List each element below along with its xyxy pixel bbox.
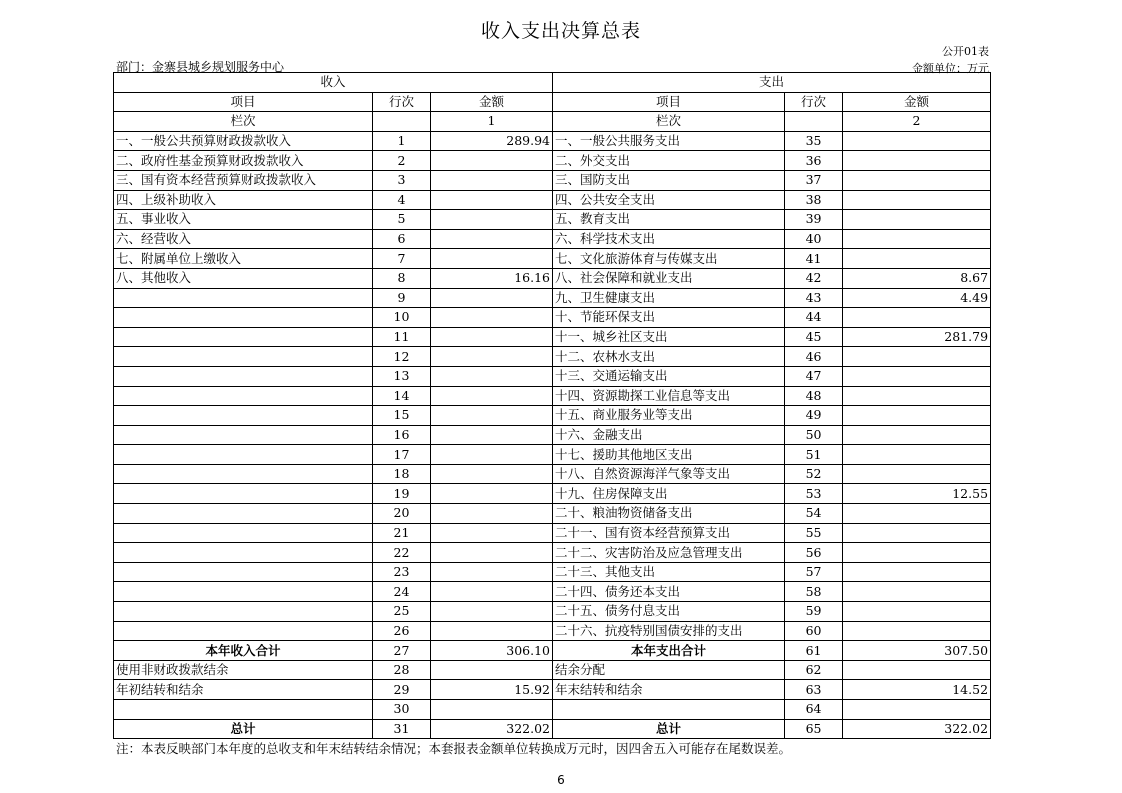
income-item-cell <box>114 582 373 602</box>
expense-line-cell: 61 <box>785 641 843 661</box>
expense-item-cell: 六、科学技术支出 <box>553 229 785 249</box>
total-row <box>114 719 991 739</box>
table-row <box>114 425 991 445</box>
expense-item-cell: 四、公共安全支出 <box>553 190 785 210</box>
expense-item-cell: 总计 <box>553 719 785 739</box>
table-row <box>114 504 991 524</box>
expense-line-cell: 45 <box>785 327 843 347</box>
income-line-cell: 12 <box>373 347 431 367</box>
income-item-cell: 四、上级补助收入 <box>114 190 373 210</box>
expense-line-cell: 46 <box>785 347 843 367</box>
table-row <box>114 288 991 308</box>
income-item-cell <box>114 621 373 641</box>
income-amount-cell <box>431 170 553 190</box>
income-line-cell: 26 <box>373 621 431 641</box>
income-line-cell: 2 <box>373 151 431 171</box>
expense-item-cell: 十八、自然资源海洋气象等支出 <box>553 464 785 484</box>
expense-amount-cell: 307.50 <box>843 641 991 661</box>
income-item-cell: 本年收入合计 <box>114 641 373 661</box>
income-line-cell: 17 <box>373 445 431 465</box>
income-line-header: 行次 <box>373 92 431 112</box>
expense-line-cell: 40 <box>785 229 843 249</box>
income-amount-cell <box>431 523 553 543</box>
income-line-cell: 28 <box>373 660 431 680</box>
expense-item-cell: 十七、援助其他地区支出 <box>553 445 785 465</box>
expense-line-cell: 41 <box>785 249 843 269</box>
income-amount-header: 金额 <box>431 92 553 112</box>
expense-line-cell: 47 <box>785 366 843 386</box>
income-amount-cell <box>431 484 553 504</box>
expense-amount-cell <box>843 406 991 426</box>
expense-amount-cell: 12.55 <box>843 484 991 504</box>
empty-cell <box>373 112 431 132</box>
income-column-number: 1 <box>431 112 553 132</box>
expense-line-cell: 57 <box>785 562 843 582</box>
income-item-cell <box>114 366 373 386</box>
table-row <box>114 347 991 367</box>
expense-line-cell: 43 <box>785 288 843 308</box>
income-amount-cell <box>431 210 553 230</box>
expense-item-cell: 十、节能环保支出 <box>553 308 785 328</box>
income-amount-cell <box>431 621 553 641</box>
table-row <box>114 151 991 171</box>
income-item-cell: 一、一般公共预算财政拨款收入 <box>114 131 373 151</box>
expense-line-cell: 49 <box>785 406 843 426</box>
expense-item-cell: 十五、商业服务业等支出 <box>553 406 785 426</box>
income-item-cell <box>114 308 373 328</box>
income-item-cell <box>114 464 373 484</box>
income-line-cell: 31 <box>373 719 431 739</box>
expense-amount-cell <box>843 151 991 171</box>
income-line-cell: 29 <box>373 680 431 700</box>
income-item-cell: 年初结转和结余 <box>114 680 373 700</box>
income-line-cell: 19 <box>373 484 431 504</box>
section-header-row <box>114 73 991 93</box>
table-row <box>114 660 991 680</box>
expense-item-cell: 本年支出合计 <box>553 641 785 661</box>
income-amount-cell: 306.10 <box>431 641 553 661</box>
expense-line-cell: 54 <box>785 504 843 524</box>
table-row <box>114 680 991 700</box>
income-line-cell: 7 <box>373 249 431 269</box>
footnote: 注：本表反映部门本年度的总收支和年末结转结余情况；本套报表金额单位转换成万元时，因四舍五入可能存在尾数误差。 <box>116 741 792 756</box>
expense-amount-cell: 14.52 <box>843 680 991 700</box>
expense-column-label: 栏次 <box>553 112 785 132</box>
expense-amount-cell <box>843 210 991 230</box>
income-line-cell: 6 <box>373 229 431 249</box>
income-line-cell: 15 <box>373 406 431 426</box>
expense-line-cell: 37 <box>785 170 843 190</box>
table-row <box>114 190 991 210</box>
income-item-cell <box>114 445 373 465</box>
expense-amount-cell <box>843 131 991 151</box>
income-line-cell: 30 <box>373 700 431 720</box>
table-row <box>114 700 991 720</box>
expense-amount-cell <box>843 229 991 249</box>
expense-item-header: 项目 <box>553 92 785 112</box>
income-amount-cell <box>431 660 553 680</box>
income-amount-cell <box>431 347 553 367</box>
expense-item-cell: 二十四、债务还本支出 <box>553 582 785 602</box>
expense-item-cell: 八、社会保障和就业支出 <box>553 268 785 288</box>
table-row <box>114 249 991 269</box>
income-item-cell: 使用非财政拨款结余 <box>114 660 373 680</box>
expense-item-cell: 二十五、债务付息支出 <box>553 602 785 622</box>
expense-line-cell: 65 <box>785 719 843 739</box>
table-row <box>114 406 991 426</box>
expense-amount-cell: 322.02 <box>843 719 991 739</box>
income-line-cell: 20 <box>373 504 431 524</box>
expense-line-cell: 48 <box>785 386 843 406</box>
income-line-cell: 24 <box>373 582 431 602</box>
income-item-cell <box>114 543 373 563</box>
table-row <box>114 327 991 347</box>
income-line-cell: 18 <box>373 464 431 484</box>
income-item-cell: 七、附属单位上缴收入 <box>114 249 373 269</box>
table-row <box>114 543 991 563</box>
expense-item-cell: 十一、城乡社区支出 <box>553 327 785 347</box>
expense-item-cell: 二、外交支出 <box>553 151 785 171</box>
expense-amount-cell <box>843 464 991 484</box>
expense-amount-cell <box>843 582 991 602</box>
total-row <box>114 641 991 661</box>
page-number: 6 <box>557 773 565 787</box>
income-amount-cell <box>431 464 553 484</box>
table-row <box>114 582 991 602</box>
expense-amount-cell <box>843 543 991 563</box>
expense-line-cell: 58 <box>785 582 843 602</box>
column-number-row <box>114 112 991 132</box>
table-row <box>114 484 991 504</box>
expense-amount-cell <box>843 504 991 524</box>
expense-line-cell: 50 <box>785 425 843 445</box>
income-item-cell: 总计 <box>114 719 373 739</box>
expense-amount-cell <box>843 445 991 465</box>
income-item-cell <box>114 504 373 524</box>
income-amount-cell <box>431 425 553 445</box>
expense-section-header: 支出 <box>553 73 991 93</box>
income-amount-cell <box>431 445 553 465</box>
income-amount-cell <box>431 543 553 563</box>
expense-amount-cell <box>843 386 991 406</box>
expense-line-cell: 35 <box>785 131 843 151</box>
form-code: 公开01表 <box>942 45 989 58</box>
table-row <box>114 464 991 484</box>
income-line-cell: 11 <box>373 327 431 347</box>
expense-line-cell: 59 <box>785 602 843 622</box>
expense-line-cell: 64 <box>785 700 843 720</box>
income-amount-cell <box>431 602 553 622</box>
income-line-cell: 5 <box>373 210 431 230</box>
income-amount-cell: 15.92 <box>431 680 553 700</box>
table-row <box>114 229 991 249</box>
expense-amount-cell: 8.67 <box>843 268 991 288</box>
income-amount-cell <box>431 562 553 582</box>
income-amount-cell <box>431 151 553 171</box>
expense-amount-cell <box>843 366 991 386</box>
expense-amount-cell <box>843 308 991 328</box>
expense-amount-cell <box>843 347 991 367</box>
income-line-cell: 25 <box>373 602 431 622</box>
expense-line-cell: 36 <box>785 151 843 171</box>
expense-amount-cell <box>843 602 991 622</box>
income-line-cell: 21 <box>373 523 431 543</box>
income-line-cell: 13 <box>373 366 431 386</box>
expense-amount-cell <box>843 621 991 641</box>
expense-line-cell: 52 <box>785 464 843 484</box>
expense-item-cell: 九、卫生健康支出 <box>553 288 785 308</box>
income-line-cell: 9 <box>373 288 431 308</box>
income-item-cell: 八、其他收入 <box>114 268 373 288</box>
expense-amount-cell <box>843 190 991 210</box>
table-row <box>114 621 991 641</box>
expense-item-cell: 二十三、其他支出 <box>553 562 785 582</box>
column-header-row <box>114 92 991 112</box>
income-item-cell <box>114 562 373 582</box>
expense-amount-cell <box>843 562 991 582</box>
expense-column-number: 2 <box>843 112 991 132</box>
income-amount-cell <box>431 327 553 347</box>
income-amount-cell: 16.16 <box>431 268 553 288</box>
expense-line-cell: 39 <box>785 210 843 230</box>
income-line-cell: 16 <box>373 425 431 445</box>
income-column-label: 栏次 <box>114 112 373 132</box>
income-amount-cell <box>431 406 553 426</box>
income-line-cell: 3 <box>373 170 431 190</box>
income-amount-cell <box>431 700 553 720</box>
expense-item-cell: 十九、住房保障支出 <box>553 484 785 504</box>
expense-item-cell: 十二、农林水支出 <box>553 347 785 367</box>
income-item-cell <box>114 523 373 543</box>
income-item-cell <box>114 406 373 426</box>
income-amount-cell <box>431 288 553 308</box>
table-row <box>114 308 991 328</box>
empty-cell <box>785 112 843 132</box>
income-item-cell: 六、经营收入 <box>114 229 373 249</box>
income-item-cell: 三、国有资本经营预算财政拨款收入 <box>114 170 373 190</box>
income-item-cell <box>114 425 373 445</box>
expense-item-cell: 三、国防支出 <box>553 170 785 190</box>
income-amount-cell <box>431 386 553 406</box>
expense-item-cell: 二十二、灾害防治及应急管理支出 <box>553 543 785 563</box>
table-row <box>114 445 991 465</box>
expense-line-cell: 38 <box>785 190 843 210</box>
expense-amount-cell <box>843 249 991 269</box>
expense-item-cell: 二十一、国有资本经营预算支出 <box>553 523 785 543</box>
expense-item-cell: 五、教育支出 <box>553 210 785 230</box>
expense-item-cell: 十六、金融支出 <box>553 425 785 445</box>
expense-line-cell: 60 <box>785 621 843 641</box>
expense-amount-cell <box>843 660 991 680</box>
table-row <box>114 386 991 406</box>
income-item-header: 项目 <box>114 92 373 112</box>
expense-item-cell: 一、一般公共服务支出 <box>553 131 785 151</box>
expense-line-cell: 42 <box>785 268 843 288</box>
expense-item-cell: 结余分配 <box>553 660 785 680</box>
income-line-cell: 8 <box>373 268 431 288</box>
income-item-cell: 五、事业收入 <box>114 210 373 230</box>
expense-item-cell: 二十、粮油物资储备支出 <box>553 504 785 524</box>
expense-amount-cell <box>843 700 991 720</box>
table-row <box>114 210 991 230</box>
table-row <box>114 170 991 190</box>
expense-line-header: 行次 <box>785 92 843 112</box>
expense-line-cell: 51 <box>785 445 843 465</box>
expense-amount-cell <box>843 523 991 543</box>
department-label: 部门：金寨县城乡规划服务中心 <box>116 60 285 74</box>
report-title: 收入支出决算总表 <box>480 20 641 42</box>
income-line-cell: 4 <box>373 190 431 210</box>
expense-line-cell: 62 <box>785 660 843 680</box>
expense-item-cell <box>553 700 785 720</box>
income-item-cell <box>114 288 373 308</box>
income-line-cell: 14 <box>373 386 431 406</box>
expense-line-cell: 53 <box>785 484 843 504</box>
table-row <box>114 366 991 386</box>
income-item-cell <box>114 700 373 720</box>
expense-amount-cell <box>843 425 991 445</box>
income-item-cell <box>114 327 373 347</box>
income-amount-cell: 322.02 <box>431 719 553 739</box>
income-amount-cell <box>431 229 553 249</box>
income-line-cell: 1 <box>373 131 431 151</box>
expense-line-cell: 44 <box>785 308 843 328</box>
income-expense-table <box>113 72 991 739</box>
expense-item-cell: 二十六、抗疫特别国债安排的支出 <box>553 621 785 641</box>
income-amount-cell <box>431 366 553 386</box>
income-amount-cell <box>431 308 553 328</box>
expense-item-cell: 十三、交通运输支出 <box>553 366 785 386</box>
expense-item-cell: 十四、资源勘探工业信息等支出 <box>553 386 785 406</box>
income-line-cell: 23 <box>373 562 431 582</box>
income-item-cell: 二、政府性基金预算财政拨款收入 <box>114 151 373 171</box>
amount-unit-label: 金额单位：万元 <box>912 62 989 75</box>
income-item-cell <box>114 484 373 504</box>
expense-item-cell: 七、文化旅游体育与传媒支出 <box>553 249 785 269</box>
income-line-cell: 22 <box>373 543 431 563</box>
table-row <box>114 562 991 582</box>
income-amount-cell: 289.94 <box>431 131 553 151</box>
income-amount-cell <box>431 190 553 210</box>
income-line-cell: 10 <box>373 308 431 328</box>
expense-amount-cell <box>843 170 991 190</box>
income-item-cell <box>114 602 373 622</box>
expense-amount-header: 金额 <box>843 92 991 112</box>
table-row <box>114 602 991 622</box>
expense-item-cell: 年末结转和结余 <box>553 680 785 700</box>
expense-line-cell: 63 <box>785 680 843 700</box>
expense-amount-cell: 281.79 <box>843 327 991 347</box>
income-section-header: 收入 <box>114 73 553 93</box>
expense-amount-cell: 4.49 <box>843 288 991 308</box>
income-amount-cell <box>431 249 553 269</box>
income-item-cell <box>114 347 373 367</box>
expense-line-cell: 56 <box>785 543 843 563</box>
income-amount-cell <box>431 504 553 524</box>
income-amount-cell <box>431 582 553 602</box>
table-row <box>114 131 991 151</box>
income-line-cell: 27 <box>373 641 431 661</box>
table-row <box>114 523 991 543</box>
table-row <box>114 268 991 288</box>
expense-line-cell: 55 <box>785 523 843 543</box>
income-item-cell <box>114 386 373 406</box>
